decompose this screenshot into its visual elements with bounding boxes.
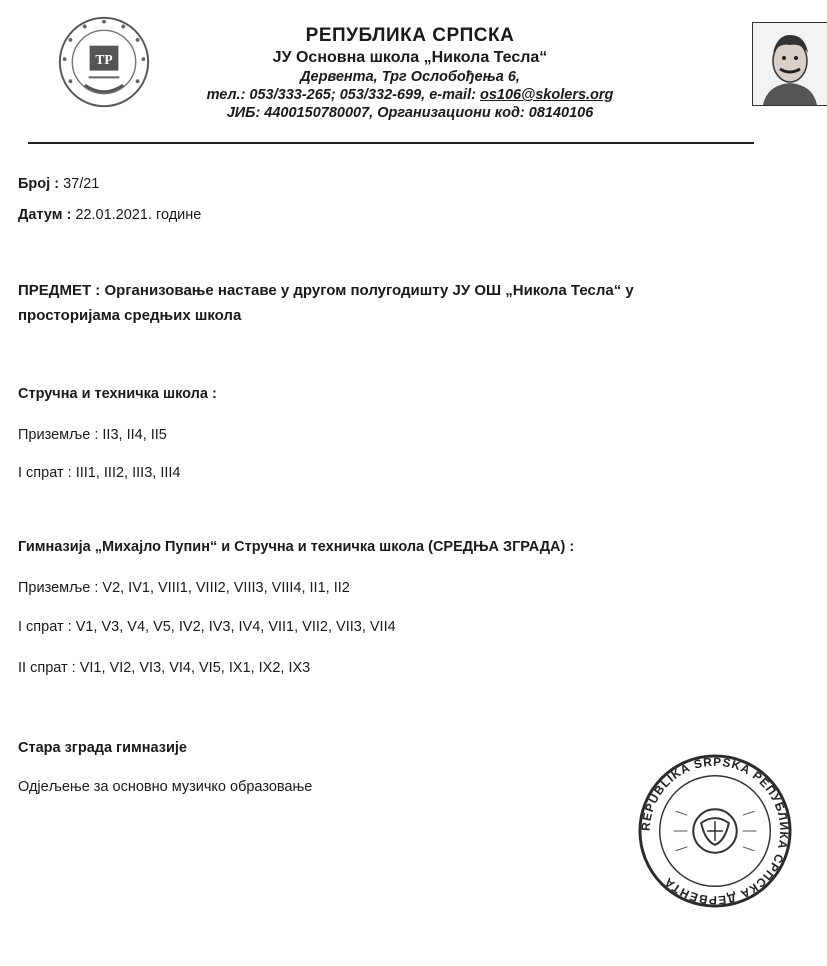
- section-heading: Стара зграда гимназије: [18, 740, 187, 756]
- subject-line-1: [18, 282, 634, 299]
- svg-text:TP: TP: [95, 51, 113, 67]
- school-seal-logo: [56, 14, 152, 110]
- header-ids: ЈИБ: 4400150780007, Организациони код: 08140106: [226, 105, 594, 121]
- official-stamp: [636, 752, 794, 910]
- section-line: Приземље : II3, II4, II5: [18, 427, 167, 443]
- subject-line-2: просторијама средњих школа: [18, 307, 242, 324]
- header-email-link[interactable]: os106@skolers.org: [479, 86, 614, 103]
- section-line: II спрат : VI1, VI2, VI3, VI4, VI5, IX1, IX2, IX3: [18, 660, 311, 676]
- header-country: РЕПУБЛИКА СРПСКА: [305, 25, 515, 46]
- header-address: Дервента, Трг Ослобођења 6,: [300, 68, 520, 85]
- section-line: I спрат : V1, V3, V4, V5, IV2, IV3, IV4, VII1, VII2, VII3, VII4: [18, 619, 396, 635]
- date-value: 22.01.2021. године: [75, 207, 202, 223]
- subject-text: Организовање наставе у другом полугодишту ЈУ ОШ „Никола Тесла“ у: [104, 282, 634, 299]
- section-line: I спрат : III1, III2, III3, III4: [18, 465, 181, 481]
- document-number: [18, 176, 99, 192]
- letterhead: [150, 24, 670, 122]
- header-contact: [150, 86, 670, 104]
- stamp-ring-text: REPUBLIKA SRPSKA РЕПУБЛИКА СРПСКА ДЕРВЕНТА: [638, 754, 792, 908]
- section-heading: Гимназија „Михајло Пупин“ и Стручна и техничка школа (СРЕДЊА ЗГРАДА) :: [18, 539, 575, 555]
- date-label: Датум :: [18, 207, 76, 223]
- header-divider: [28, 142, 754, 144]
- portrait-image: [752, 22, 827, 106]
- section-line: Одјељење за основно музичко образовање: [18, 779, 313, 795]
- section-line: Приземље : V2, IV1, VIII1, VIII2, VIII3, VIII4, II1, II2: [18, 580, 350, 596]
- number-value: 37/21: [63, 176, 100, 192]
- header-school-name: ЈУ Основна школа „Никола Тесла“: [272, 48, 548, 66]
- subject-label: ПРЕДМЕТ :: [18, 282, 105, 299]
- document-date: [18, 207, 201, 223]
- number-label: Број :: [18, 176, 64, 192]
- header-phones: тел.: 053/333-265; 053/332-699, e-mail:: [206, 86, 480, 103]
- section-heading: Стручна и техничка школа :: [18, 386, 217, 402]
